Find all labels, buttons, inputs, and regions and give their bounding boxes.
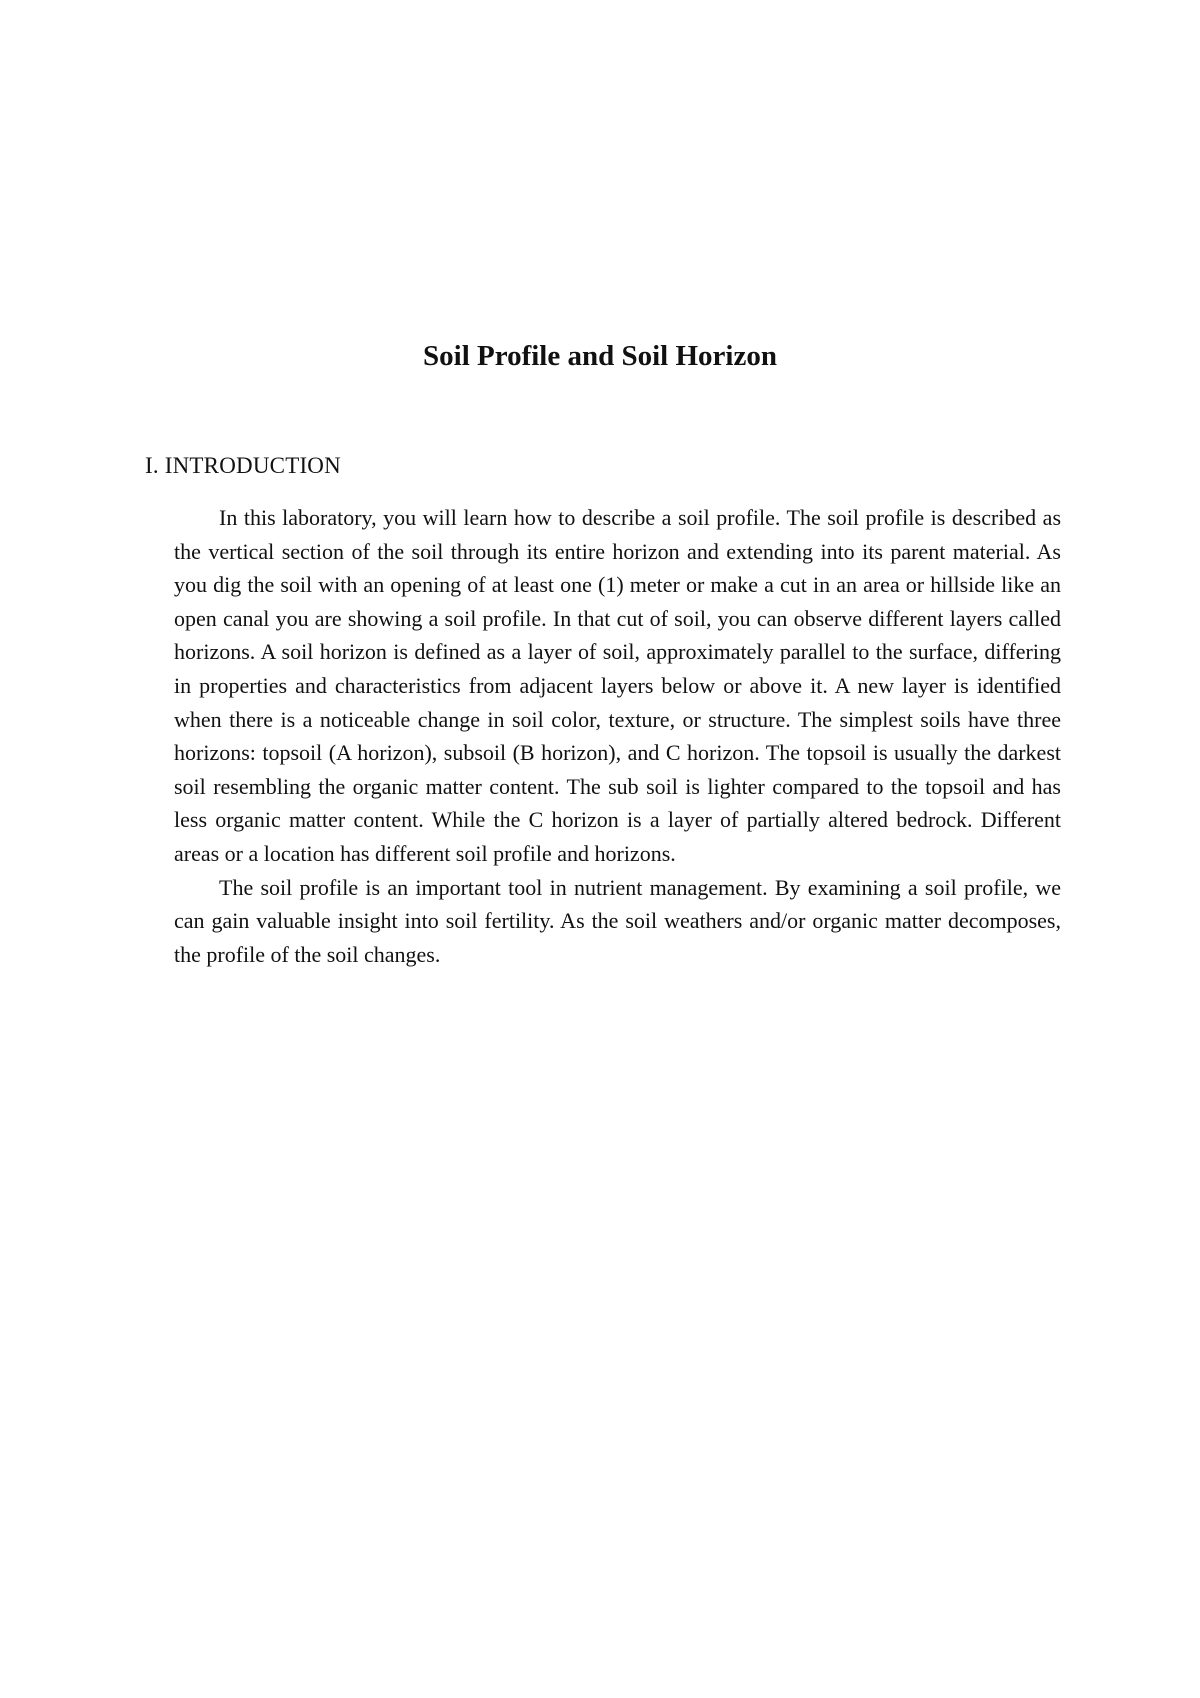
introduction-body	[174, 501, 1061, 971]
paragraph: The soil profile is an important tool in nutrient management. By examining a soil profile, we can gain valuable insight into soil fertility. As the soil weathers and/or organic matter decomposes, the profile of the soil changes.	[174, 874, 1061, 967]
section-heading: I. INTRODUCTION	[145, 453, 341, 478]
document-title: Soil Profile and Soil Horizon	[423, 340, 777, 372]
paragraph: In this laboratory, you will learn how to describe a soil profile. The soil profile is described as the vertical section of the soil through its entire horizon and extending into its parent material. As you dig the soil with an opening of at least one (1) meter or make a cut in an area or hillside like an open canal you are showing a soil profile. In that cut of soil, you can observe different layers called horizons. A soil horizon is defined as a layer of soil, approximately parallel to the surface, differing in properties and characteristics from adjacent layers below or above it. A new layer is identified when there is a noticeable change in soil color, texture, or structure. The simplest soils have three horizons: topsoil (A horizon), subsoil (B horizon), and C horizon. The topsoil is usually the darkest soil resembling the organic matter content. The sub soil is lighter compared to the topsoil and has less organic matter content. While the C horizon is a layer of partially altered bedrock. Different areas or a location has different soil profile and horizons.	[174, 505, 1061, 866]
